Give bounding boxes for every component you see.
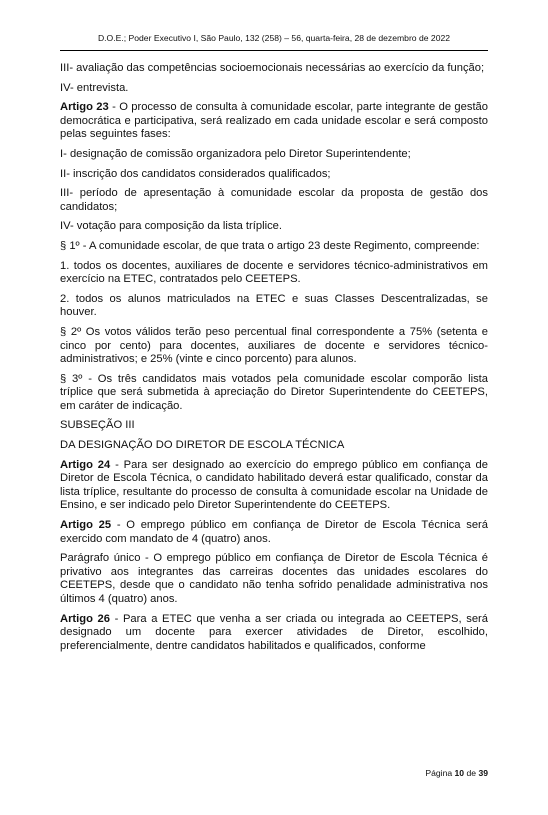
document-body (60, 62, 488, 659)
article-paragraph (60, 519, 488, 546)
paragraph-text: - O emprego público em confiança de Diretor de Escola Técnica será exercido com mandato de 4 (quatro) anos. (60, 519, 488, 545)
of-label: de (466, 768, 477, 778)
article-heading: Artigo 23 (60, 101, 109, 114)
section-title (60, 439, 488, 453)
page-header (60, 30, 488, 51)
page-label: Página (425, 768, 453, 778)
paragraph-text: II- inscrição dos candidatos considerados qualificados; (60, 167, 331, 180)
paragraph-text: DA DESIGNAÇÃO DO DIRETOR DE ESCOLA TÉCNICA (60, 439, 345, 452)
paragraph (60, 293, 488, 320)
article-heading: Artigo 26 (60, 612, 110, 625)
paragraph-text: III- avaliação das competências socioemocionais necessárias ao exercício da função; (60, 62, 485, 74)
article-paragraph (60, 613, 488, 654)
paragraph-text: § 2º Os votos válidos terão peso percentual final correspondente a 75% (setenta e cinco por cento) para docentes, auxiliares de docente e servidores técnico-administrativos; e 25% (vinte e cinco porcento) para alunos. (60, 325, 488, 366)
paragraph-text: § 3º - Os três candidatos mais votados pela comunidade escolar comporão lista tríplice que será submetida à apreciação do Diretor Superintendente do CEETEPS, em caráter de indicação. (60, 372, 488, 412)
paragraph-text: - Para ser designado ao exercício do emprego público em confiança de Diretor de Escola Técnica, o candidato habilitado deverá estar qualificado, constar da lista tríplice, resultante do processo de consulta à comunidade escolar na Unidade de Ensino, e ser indicado pelo Diretor Superintendente do CEETEPS. (60, 458, 488, 512)
paragraph-text: - O processo de consulta à comunidade escolar, parte integrante de gestão democrática e participativa, será realizado em cada unidade escolar e será composto pelas seguintes fases: (60, 101, 488, 141)
article-heading: Artigo 24 (60, 458, 111, 471)
page-footer (425, 768, 488, 778)
paragraph (60, 240, 488, 254)
article-paragraph (60, 101, 488, 142)
section-label (60, 419, 488, 433)
page-total: 39 (478, 768, 488, 778)
paragraph (60, 187, 488, 214)
paragraph (60, 326, 488, 367)
paragraph-text: - Para a ETEC que venha a ser criada ou integrada ao CEETEPS, será designado um docente para exercer atividades de Diretor, escolhido, preferencialmente, dentre candidatos habilitados e qualificados, conforme (60, 612, 488, 652)
paragraph (60, 552, 488, 606)
paragraph-text: § 1º - A comunidade escolar, de que trata o artigo 23 deste Regimento, compreende: (60, 239, 480, 252)
paragraph (60, 148, 488, 162)
article-paragraph (60, 459, 488, 513)
header-text: D.O.E.; Poder Executivo I, São Paulo, 132 (258) – 56, quarta-feira, 28 de dezembro de 2022 (97, 33, 451, 43)
paragraph (60, 373, 488, 414)
paragraph (60, 220, 488, 234)
article-heading: Artigo 25 (60, 519, 112, 532)
paragraph-text: 2. todos os alunos matriculados na ETEC e suas Classes Descentralizadas, se houver. (60, 292, 488, 319)
paragraph (60, 62, 488, 76)
page-current: 10 (454, 768, 465, 778)
paragraph-text: SUBSEÇÃO III (60, 419, 135, 432)
paragraph-text: IV- entrevista. (60, 81, 129, 94)
paragraph (60, 260, 488, 287)
paragraph-text: IV- votação para composição da lista tríplice. (60, 220, 282, 233)
paragraph (60, 82, 488, 96)
paragraph-text: III- período de apresentação à comunidade escolar da proposta de gestão dos candidatos; (60, 187, 488, 213)
paragraph-text: Parágrafo único - O emprego público em confiança de Diretor de Escola Técnica é privativo aos integrantes das carreiras docentes das unidades escolares do CEETEPS, desde que o candidato não tenha sofrido penalidade administrativa nos últimos 4 (quatro) anos. (60, 552, 488, 605)
paragraph (60, 168, 488, 182)
paragraph-text: I- designação de comissão organizadora pelo Diretor Superintendente; (60, 147, 411, 160)
paragraph-text: 1. todos os docentes, auxiliares de docente e servidores técnico-administrativos em exercício na ETEC, contratados pelo CEETEPS. (60, 259, 488, 286)
